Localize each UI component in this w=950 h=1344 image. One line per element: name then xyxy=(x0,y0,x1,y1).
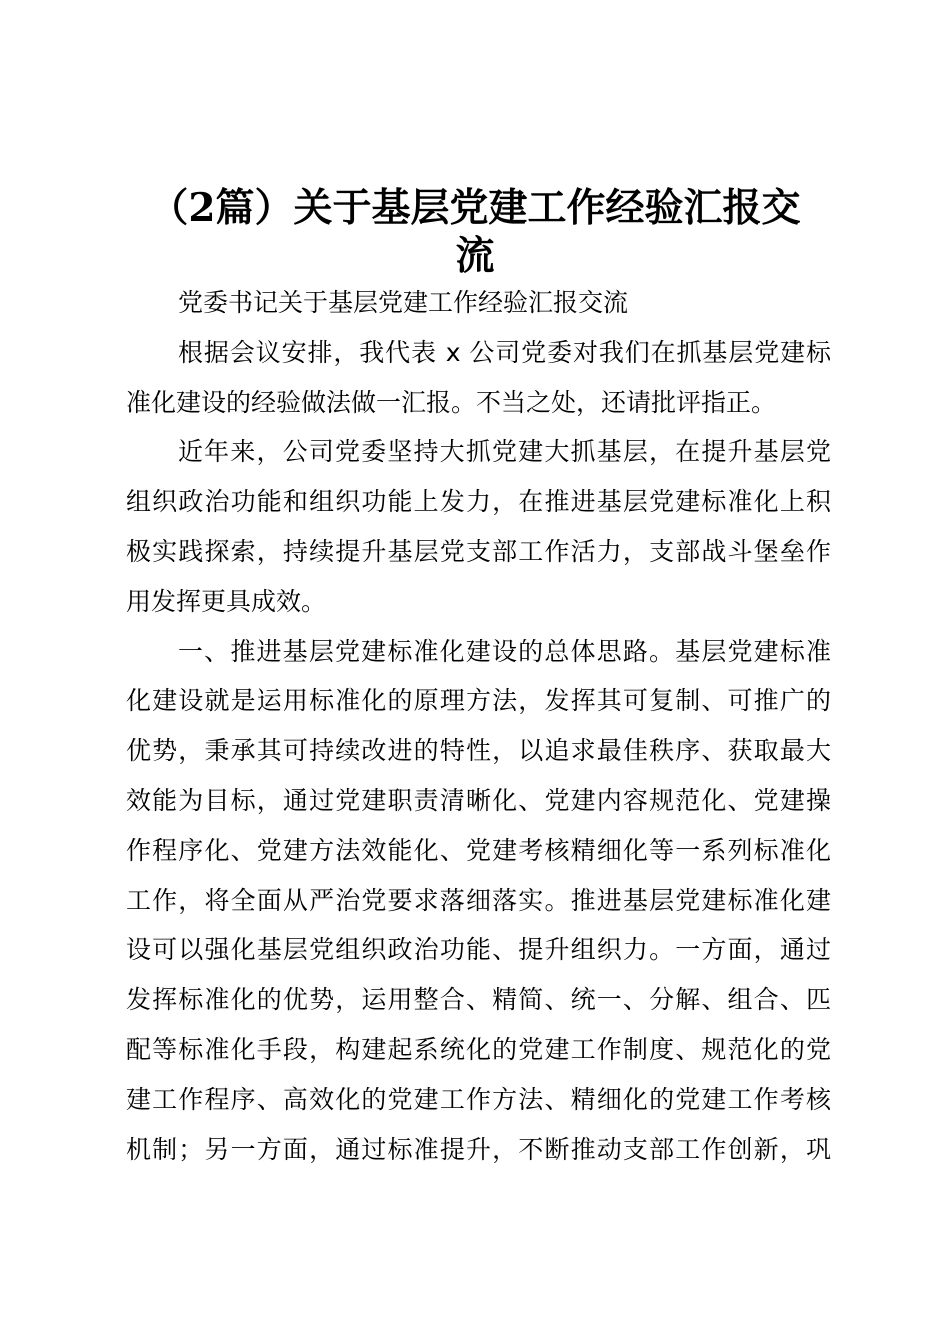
text-line: 作程序化、党建方法效能化、党建考核精细化等一系列标准化 xyxy=(126,835,831,865)
paragraph xyxy=(126,627,831,1175)
text-line: 发挥标准化的优势，运用整合、精简、统一、分解、组合、匹 xyxy=(126,985,831,1015)
paragraph xyxy=(126,427,831,626)
text-line: 用发挥更具成效。 xyxy=(126,586,327,616)
text-line: 准化建设的经验做法做一汇报。不当之处，还请批评指正。 xyxy=(126,387,777,417)
text-line: 效能为目标，通过党建职责清晰化、党建内容规范化、党建操 xyxy=(126,785,831,815)
text-line: 化建设就是运用标准化的原理方法，发挥其可复制、可推广的 xyxy=(126,686,831,716)
document-title xyxy=(110,184,840,280)
paragraph xyxy=(126,278,831,328)
text-line: 优势，秉承其可持续改进的特性，以追求最佳秩序、获取最大 xyxy=(126,736,831,766)
text-line: 党委书记关于基层党建工作经验汇报交流 xyxy=(178,288,629,317)
text-line: 极实践探索，持续提升基层党支部工作活力，支部战斗堡垒作 xyxy=(126,536,831,566)
text-line: 一、推进基层党建标准化建设的总体思路。基层党建标准 xyxy=(178,636,831,666)
text-line: 工作，将全面从严治党要求落细落实。推进基层党建标准化建 xyxy=(126,885,831,915)
title-line: （2篇）关于基层党建工作经验汇报交 xyxy=(149,185,801,231)
text-line: 机制；另一方面，通过标准提升，不断推动支部工作创新，巩 xyxy=(126,1134,831,1164)
text-line: 配等标准化手段，构建起系统化的党建工作制度、规范化的党 xyxy=(126,1034,831,1064)
paragraph xyxy=(126,328,831,428)
text-line: 组织政治功能和组织功能上发力，在推进基层党建标准化上积 xyxy=(126,487,831,517)
text-line: 建工作程序、高效化的党建工作方法、精细化的党建工作考核 xyxy=(126,1084,831,1114)
title-line: 流 xyxy=(455,233,495,279)
text-line: 设可以强化基层党组织政治功能、提升组织力。一方面，通过 xyxy=(126,935,831,965)
document-body xyxy=(126,278,831,1174)
text-line: 近年来，公司党委坚持大抓党建大抓基层，在提升基层党 xyxy=(178,437,831,467)
text-line: 根据会议安排，我代表 x 公司党委对我们在抓基层党建标 xyxy=(178,337,831,367)
